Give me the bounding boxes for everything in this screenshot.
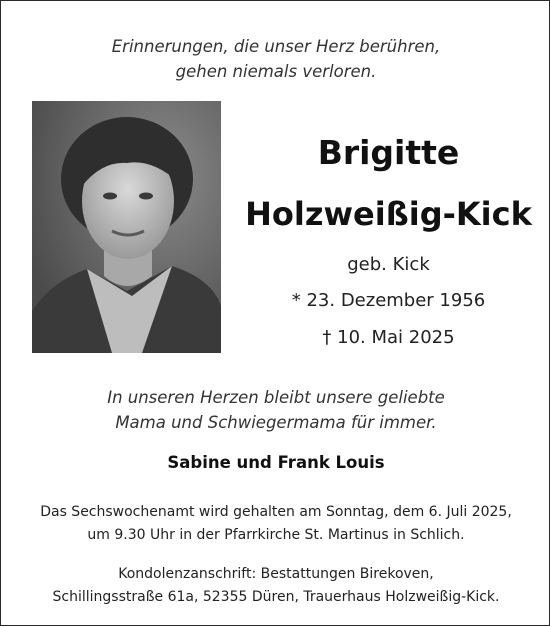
portrait-illustration: [32, 101, 221, 353]
opening-quote-line-2: gehen niemals verloren.: [175, 62, 377, 81]
service-announcement: [1, 501, 550, 547]
service-line-2: um 9.30 Uhr in der Pfarrkirche St. Martinus in Schlich.: [87, 527, 465, 543]
maiden-name: geb. Kick: [347, 254, 430, 275]
condolence-line-2: Schillingsstraße 61a, 52355 Düren, Trauerhaus Holzweißig-Kick.: [52, 589, 500, 605]
death-date: † 10. Mai 2025: [322, 327, 455, 348]
deceased-last-name: Holzweißig-Kick: [245, 195, 532, 233]
condolence-address: [1, 563, 550, 609]
service-line-1: Das Sechswochenamt wird gehalten am Sonntag, dem 6. Juli 2025,: [40, 504, 512, 520]
memorial-quote-line-2: Mama und Schwiegermama für immer.: [115, 413, 437, 432]
opening-quote: [1, 34, 550, 84]
portrait-photo: [32, 101, 221, 353]
memorial-quote: [1, 385, 550, 435]
deceased-first-name: Brigitte: [317, 133, 460, 172]
birth-date: * 23. Dezember 1956: [291, 290, 486, 311]
mourners-signature: Sabine und Frank Louis: [167, 453, 385, 472]
condolence-line-1: Kondolenzanschrift: Bestattungen Birekoven,: [118, 566, 434, 582]
memorial-quote-line-1: In unseren Herzen bleibt unsere geliebte: [107, 388, 445, 407]
opening-quote-line-1: Erinnerungen, die unser Herz berühren,: [111, 37, 441, 56]
